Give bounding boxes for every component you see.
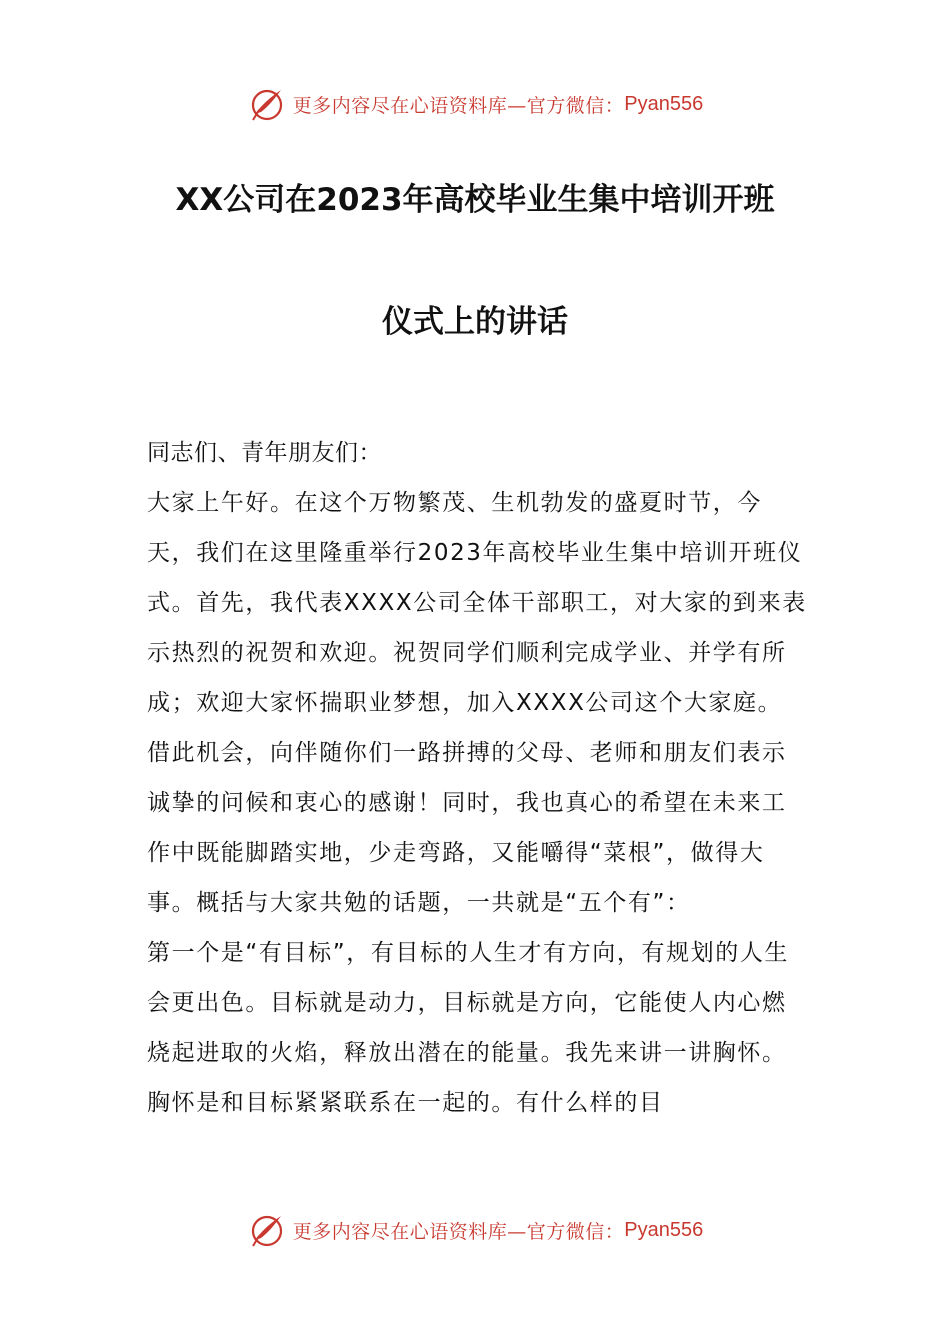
footer-wechat-id: Pyan556 — [624, 1218, 704, 1241]
speech-body — [147, 428, 807, 1128]
quill-logo-icon — [247, 1210, 287, 1250]
header-watermark-text: 更多内容尽在心语资料库—官方微信： — [292, 94, 625, 117]
paragraph-3: 第一个是“有目标”，有目标的人生才有方向，有规划的人生会更出色。目标就是动力，目标就是方向，它能使人内心燃烧起进取的火焰，释放出潜在的能量。我先来讲一讲胸怀。胸怀是和目标紧紧联系在一起的。有什么样的目 — [147, 940, 790, 1116]
quill-logo-icon — [247, 84, 287, 124]
header-wechat-id: Pyan556 — [624, 92, 704, 115]
salutation: 同志们、青年朋友们： — [147, 440, 382, 466]
document-title-line-2: 仪式上的讲话 — [382, 304, 568, 340]
footer-watermark-banner — [0, 1208, 950, 1252]
footer-watermark-text: 更多内容尽在心语资料库—官方微信： — [292, 1220, 625, 1243]
document-title-line-1: XX公司在2023年高校毕业生集中培训开班 — [175, 182, 775, 218]
paragraph-2: 借此机会，向伴随你们一路拼搏的父母、老师和朋友们表示诚挚的问候和衷心的感谢！同时，我也真心的希望在未来工作中既能脚踏实地，少走弯路，又能嚼得“菜根”，做得大事。概括与大家共勉的话题，一共就是“五个有”： — [147, 740, 787, 916]
header-watermark-banner — [0, 82, 950, 126]
paragraph-1: 大家上午好。在这个万物繁茂、生机勃发的盛夏时节，今天，我们在这里隆重举行2023年高校毕业生集中培训开班仪式。首先，我代表XXXX公司全体干部职工，对大家的到来表示热烈的祝贺和欢迎。祝贺同学们顺利完成学业、并学有所成；欢迎大家怀揣职业梦想，加入XXXX公司这个大家庭。 — [147, 490, 807, 716]
